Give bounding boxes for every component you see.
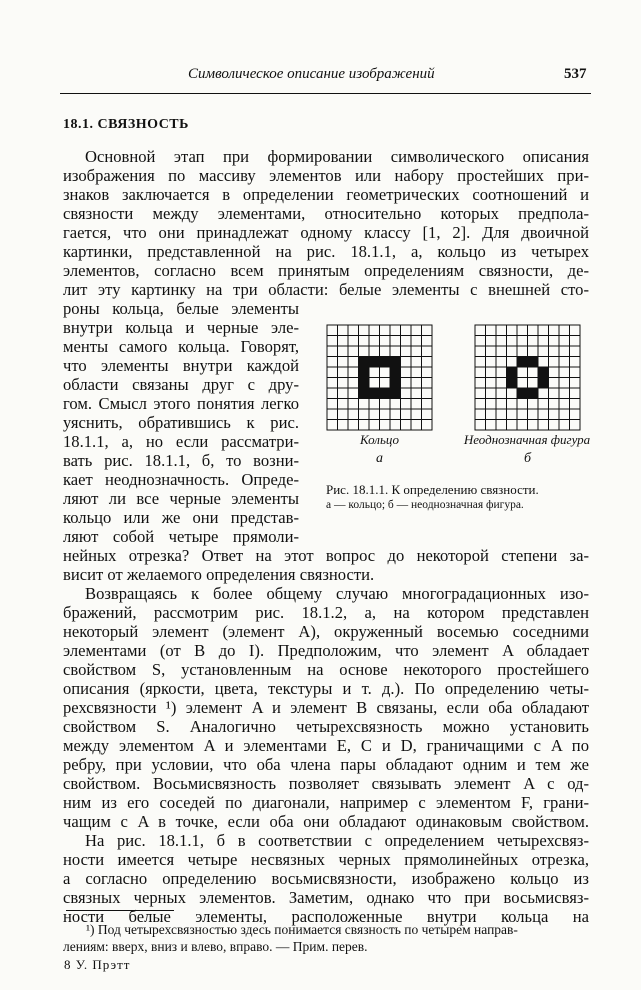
- ambiguous-white-cell: [475, 378, 486, 389]
- ring-white-cell: [422, 357, 433, 368]
- ring-white-cell: [411, 336, 422, 347]
- ambiguous-white-cell: [559, 336, 570, 347]
- ambiguous-white-cell: [496, 388, 507, 399]
- ring-white-cell: [401, 346, 412, 357]
- text-line: некоторый элемент (элемент A), окруженный восемью соседними: [63, 622, 589, 641]
- figure-label-a: Кольцо: [359, 432, 400, 447]
- text-line: нейных отрезка? Ответ на этот вопрос до некоторой степени за-: [63, 546, 589, 565]
- ambiguous-white-cell: [517, 420, 528, 431]
- text-line: изображения по массиву элементов или набору простейших при-: [63, 166, 589, 185]
- ambiguous-white-cell: [486, 325, 497, 336]
- ambiguous-white-cell: [475, 399, 486, 410]
- ring-white-cell: [401, 399, 412, 410]
- ring-white-cell: [327, 346, 338, 357]
- ring-white-cell: [411, 420, 422, 431]
- ring-black-cell: [369, 388, 380, 399]
- ring-white-cell: [401, 420, 412, 431]
- text-line: а согласно определению восьмисвязности, изображено кольцо из: [63, 869, 589, 888]
- ambiguous-white-cell: [486, 346, 497, 357]
- ambiguous-white-cell: [475, 388, 486, 399]
- ambiguous-white-cell: [538, 420, 549, 431]
- figure-caption: Рис. 18.1.1. К определению связности.: [326, 482, 539, 497]
- ambiguous-white-cell: [507, 420, 518, 431]
- figure-caption-sub: а — кольцо; б — неоднозначная фигура.: [326, 499, 524, 511]
- ring-white-cell: [422, 346, 433, 357]
- ambiguous-white-cell: [496, 420, 507, 431]
- ring-white-cell: [369, 367, 380, 378]
- ambiguous-white-cell: [549, 399, 560, 410]
- figure-letter-a: а: [376, 451, 383, 466]
- text-line: ности имеется четыре несвязных черных прямолинейных отрезка,: [63, 850, 589, 869]
- ring-white-cell: [422, 378, 433, 389]
- ambiguous-white-cell: [475, 367, 486, 378]
- ambiguous-white-cell: [559, 388, 570, 399]
- section-title: 18.1. СВЯЗНОСТЬ: [63, 117, 189, 132]
- ambiguous-white-cell: [486, 378, 497, 389]
- ambiguous-white-cell: [528, 378, 539, 389]
- text-line: кольцо или же они представ-: [63, 508, 299, 527]
- ambiguous-white-cell: [538, 357, 549, 368]
- ring-white-cell: [359, 336, 370, 347]
- text-line: бражений, рассмотрим рис. 18.1.2, а, на котором представлен: [63, 603, 589, 622]
- ambiguous-white-cell: [486, 399, 497, 410]
- text-line: связных черных элементов. Заметим, однако что при восьмисвяз-: [63, 888, 589, 907]
- ambiguous-white-cell: [549, 409, 560, 420]
- signature-mark: 8 У. Прэтт: [64, 957, 131, 972]
- ring-black-cell: [380, 388, 391, 399]
- ring-white-cell: [422, 420, 433, 431]
- text-line: кает неоднозначность. Опреде-: [63, 470, 299, 489]
- ambiguous-black-cell: [517, 357, 528, 368]
- ambiguous-white-cell: [496, 378, 507, 389]
- ambiguous-white-cell: [528, 325, 539, 336]
- ambiguous-white-cell: [570, 420, 581, 431]
- ambiguous-white-cell: [507, 388, 518, 399]
- ring-white-cell: [401, 378, 412, 389]
- ambiguous-white-cell: [559, 409, 570, 420]
- ring-white-cell: [380, 399, 391, 410]
- ring-white-cell: [422, 409, 433, 420]
- ring-black-cell: [380, 357, 391, 368]
- ambiguous-white-cell: [559, 357, 570, 368]
- ambiguous-black-cell: [517, 388, 528, 399]
- ambiguous-white-cell: [517, 346, 528, 357]
- ring-black-cell: [390, 367, 401, 378]
- text-line: элементов, согласно всем принятым определениям связности, де-: [63, 261, 589, 280]
- ambiguous-white-cell: [496, 367, 507, 378]
- ring-white-cell: [411, 388, 422, 399]
- figure-label-b: Неоднозначная фигура: [463, 432, 591, 447]
- ambiguous-white-cell: [559, 399, 570, 410]
- text-line: ним из его соседей по диагонали, например с элементом F, грани-: [63, 793, 589, 812]
- ambiguous-white-cell: [486, 420, 497, 431]
- ambiguous-white-cell: [570, 388, 581, 399]
- text-line: лит эту картинку на три области: белые элементы с внешней сто-: [63, 280, 589, 299]
- ring-white-cell: [327, 420, 338, 431]
- ring-black-cell: [359, 388, 370, 399]
- ring-black-cell: [369, 357, 380, 368]
- ring-white-cell: [401, 325, 412, 336]
- page-number: 537: [564, 66, 587, 82]
- ring-white-cell: [348, 409, 359, 420]
- ring-white-cell: [401, 409, 412, 420]
- text-line: уяснить, обратившись к рис.: [63, 413, 299, 432]
- ambiguous-white-cell: [570, 346, 581, 357]
- ring-white-cell: [390, 409, 401, 420]
- ambiguous-black-cell: [538, 367, 549, 378]
- ring-white-cell: [401, 388, 412, 399]
- ring-white-cell: [359, 420, 370, 431]
- ambiguous-white-cell: [517, 399, 528, 410]
- ambiguous-white-cell: [507, 357, 518, 368]
- ring-white-cell: [380, 367, 391, 378]
- ambiguous-white-cell: [475, 420, 486, 431]
- text-line: между элементом A и элементами E, C и D, граничащими с A по: [63, 736, 589, 755]
- ring-white-cell: [369, 325, 380, 336]
- ring-white-cell: [359, 346, 370, 357]
- ambiguous-white-cell: [507, 409, 518, 420]
- ambiguous-white-cell: [496, 399, 507, 410]
- ambiguous-white-cell: [528, 420, 539, 431]
- ambiguous-white-cell: [549, 388, 560, 399]
- ambiguous-white-cell: [528, 336, 539, 347]
- text-line: ляют ли все черные элементы: [63, 489, 299, 508]
- figure-letter-b: б: [523, 451, 532, 466]
- ambiguous-white-cell: [549, 367, 560, 378]
- text-line: связности между элементами, относительно которых предпола-: [63, 204, 589, 223]
- ring-white-cell: [369, 336, 380, 347]
- text-line: Возвращаясь к более общему случаю многоградационных изо-: [85, 584, 589, 603]
- ambiguous-white-cell: [570, 367, 581, 378]
- ambiguous-white-cell: [496, 357, 507, 368]
- text-line: рехсвязности ¹) элемент A и элемент B связаны, если оба обладают: [63, 698, 589, 717]
- text-line: описания (яркости, цвета, текстуры и т. д.). По определению четы-: [63, 679, 589, 698]
- ring-white-cell: [327, 409, 338, 420]
- ambiguous-white-cell: [538, 336, 549, 347]
- ambiguous-white-cell: [538, 409, 549, 420]
- ambiguous-black-cell: [507, 367, 518, 378]
- ring-white-cell: [359, 409, 370, 420]
- ring-white-cell: [348, 325, 359, 336]
- ambiguous-white-cell: [496, 325, 507, 336]
- ambiguous-white-cell: [538, 388, 549, 399]
- text-line: картинки, представленной на рис. 18.1.1, а, кольцо из четырех: [63, 242, 589, 261]
- ring-white-cell: [348, 388, 359, 399]
- ambiguous-white-cell: [475, 409, 486, 420]
- text-line: области связаны друг с дру-: [63, 375, 299, 394]
- ring-black-cell: [359, 367, 370, 378]
- ambiguous-white-cell: [549, 336, 560, 347]
- ring-white-cell: [401, 336, 412, 347]
- ring-black-cell: [390, 357, 401, 368]
- ambiguous-white-cell: [570, 399, 581, 410]
- ambiguous-figure-grid: [474, 324, 581, 431]
- ambiguous-white-cell: [528, 346, 539, 357]
- ring-white-cell: [411, 346, 422, 357]
- ring-white-cell: [411, 378, 422, 389]
- ambiguous-black-cell: [507, 378, 518, 389]
- ring-white-cell: [422, 388, 433, 399]
- ring-white-cell: [359, 325, 370, 336]
- footnote-line: ¹) Под четырехсвязностью здесь понимается связность по четырем направ-: [86, 922, 518, 937]
- ring-white-cell: [369, 346, 380, 357]
- ring-black-cell: [359, 378, 370, 389]
- ring-white-cell: [327, 325, 338, 336]
- ring-white-cell: [348, 420, 359, 431]
- ambiguous-white-cell: [507, 346, 518, 357]
- ambiguous-white-cell: [570, 325, 581, 336]
- ring-white-cell: [338, 336, 349, 347]
- ring-white-cell: [327, 336, 338, 347]
- ring-white-cell: [338, 409, 349, 420]
- ring-white-cell: [348, 336, 359, 347]
- ring-white-cell: [401, 367, 412, 378]
- ambiguous-white-cell: [517, 409, 528, 420]
- ambiguous-white-cell: [486, 388, 497, 399]
- ambiguous-black-cell: [528, 388, 539, 399]
- text-line: внутри кольца и черные эле-: [63, 318, 299, 337]
- text-line: роны кольца, белые элементы: [63, 299, 299, 318]
- ambiguous-white-cell: [549, 357, 560, 368]
- ring-white-cell: [327, 388, 338, 399]
- ambiguous-white-cell: [496, 336, 507, 347]
- text-line: свойством. Восьмисвязность позволяет связывать элемент A с од-: [63, 774, 589, 793]
- ambiguous-white-cell: [549, 325, 560, 336]
- ambiguous-white-cell: [496, 409, 507, 420]
- ring-white-cell: [338, 399, 349, 410]
- ring-white-cell: [369, 378, 380, 389]
- ambiguous-white-cell: [570, 357, 581, 368]
- ambiguous-white-cell: [486, 409, 497, 420]
- text-line: что элементы внутри каждой: [63, 356, 299, 375]
- ring-white-cell: [338, 420, 349, 431]
- ring-white-cell: [359, 399, 370, 410]
- ring-black-cell: [359, 357, 370, 368]
- ambiguous-white-cell: [507, 325, 518, 336]
- ring-white-cell: [390, 420, 401, 431]
- text-line: вать рис. 18.1.1, б, то возни-: [63, 451, 299, 470]
- ambiguous-white-cell: [475, 325, 486, 336]
- ambiguous-white-cell: [538, 346, 549, 357]
- ring-white-cell: [411, 357, 422, 368]
- ambiguous-white-cell: [496, 346, 507, 357]
- ambiguous-white-cell: [559, 367, 570, 378]
- text-line: ребру, при условии, что оба члена пары обладают одним и тем же: [63, 755, 589, 774]
- ambiguous-white-cell: [517, 325, 528, 336]
- text-line: менты самого кольца. Говорят,: [63, 337, 299, 356]
- text-line: гается, что они принадлежат одному классу [1, 2]. Для двоичной: [63, 223, 589, 242]
- ambiguous-white-cell: [486, 367, 497, 378]
- ring-white-cell: [327, 367, 338, 378]
- ambiguous-white-cell: [570, 409, 581, 420]
- ring-white-cell: [390, 399, 401, 410]
- ring-white-cell: [422, 367, 433, 378]
- ring-black-cell: [390, 378, 401, 389]
- ambiguous-white-cell: [559, 378, 570, 389]
- text-line: гом. Смысл этого понятия легко: [63, 394, 299, 413]
- text-line: ляют собой четыре прямоли-: [63, 527, 299, 546]
- ring-white-cell: [338, 325, 349, 336]
- ring-white-cell: [380, 420, 391, 431]
- ambiguous-white-cell: [475, 357, 486, 368]
- footnote-rule: [66, 910, 174, 911]
- ambiguous-white-cell: [486, 336, 497, 347]
- text-line: Основной этап при формировании символического описания: [85, 147, 589, 166]
- ring-white-cell: [390, 336, 401, 347]
- ambiguous-white-cell: [570, 336, 581, 347]
- ambiguous-white-cell: [528, 367, 539, 378]
- ring-white-cell: [380, 346, 391, 357]
- text-line: На рис. 18.1.1, б в соответствии с определением четырехсвяз-: [85, 831, 589, 850]
- ambiguous-white-cell: [517, 336, 528, 347]
- ring-white-cell: [327, 399, 338, 410]
- ring-white-cell: [390, 325, 401, 336]
- text-line: знаков заключается в определении геометрических соотношений и: [63, 185, 589, 204]
- ambiguous-white-cell: [559, 325, 570, 336]
- ambiguous-white-cell: [549, 420, 560, 431]
- ring-white-cell: [411, 367, 422, 378]
- ring-white-cell: [338, 346, 349, 357]
- ring-white-cell: [327, 357, 338, 368]
- ring-white-cell: [380, 409, 391, 420]
- text-line: висит от желаемого определения связности.: [63, 565, 375, 584]
- ambiguous-white-cell: [528, 409, 539, 420]
- ambiguous-white-cell: [570, 378, 581, 389]
- ring-white-cell: [348, 399, 359, 410]
- ring-white-cell: [348, 357, 359, 368]
- ring-white-cell: [338, 388, 349, 399]
- header-rule: [60, 93, 591, 94]
- ring-white-cell: [338, 378, 349, 389]
- ring-grid-figure: [326, 324, 433, 431]
- ring-white-cell: [327, 378, 338, 389]
- ambiguous-white-cell: [549, 346, 560, 357]
- ambiguous-white-cell: [507, 399, 518, 410]
- text-line: чащим с A в точке, если оба они обладают одинаковым свойством.: [63, 812, 589, 831]
- text-line: 18.1.1, а, но если рассматри-: [63, 432, 299, 451]
- ambiguous-white-cell: [517, 378, 528, 389]
- running-header-title: Символическое описание изображений: [188, 66, 435, 82]
- ring-white-cell: [422, 325, 433, 336]
- ambiguous-white-cell: [517, 367, 528, 378]
- ring-white-cell: [411, 409, 422, 420]
- ring-white-cell: [401, 357, 412, 368]
- ring-white-cell: [390, 346, 401, 357]
- ring-white-cell: [348, 367, 359, 378]
- ambiguous-white-cell: [559, 420, 570, 431]
- ring-white-cell: [380, 336, 391, 347]
- ring-white-cell: [348, 378, 359, 389]
- ambiguous-black-cell: [538, 378, 549, 389]
- ring-white-cell: [380, 325, 391, 336]
- text-line: свойством S, установленным на основе некоторого простейшего: [63, 660, 589, 679]
- footnote-line: лениям: вверх, вниз и влево, вправо. — Прим. перев.: [63, 939, 368, 954]
- ambiguous-white-cell: [486, 357, 497, 368]
- ambiguous-white-cell: [549, 378, 560, 389]
- ring-white-cell: [348, 346, 359, 357]
- ring-white-cell: [338, 367, 349, 378]
- ambiguous-white-cell: [538, 399, 549, 410]
- ring-white-cell: [369, 420, 380, 431]
- ambiguous-white-cell: [475, 346, 486, 357]
- ring-black-cell: [390, 388, 401, 399]
- ambiguous-white-cell: [475, 336, 486, 347]
- ambiguous-black-cell: [528, 357, 539, 368]
- text-line: ности белые элементы, расположенные внутри кольца на: [63, 907, 589, 926]
- ambiguous-white-cell: [559, 346, 570, 357]
- text-line: элементами (от B до I). Предположим, что элемент A обладает: [63, 641, 589, 660]
- ring-white-cell: [380, 378, 391, 389]
- ring-white-cell: [411, 325, 422, 336]
- ring-white-cell: [338, 357, 349, 368]
- ring-white-cell: [369, 399, 380, 410]
- ring-white-cell: [411, 399, 422, 410]
- ambiguous-white-cell: [528, 399, 539, 410]
- ring-white-cell: [422, 399, 433, 410]
- ring-white-cell: [422, 336, 433, 347]
- ambiguous-white-cell: [507, 336, 518, 347]
- ring-white-cell: [369, 409, 380, 420]
- ambiguous-white-cell: [538, 325, 549, 336]
- text-line: свойством S. Аналогично четырехсвязность можно установить: [63, 717, 589, 736]
